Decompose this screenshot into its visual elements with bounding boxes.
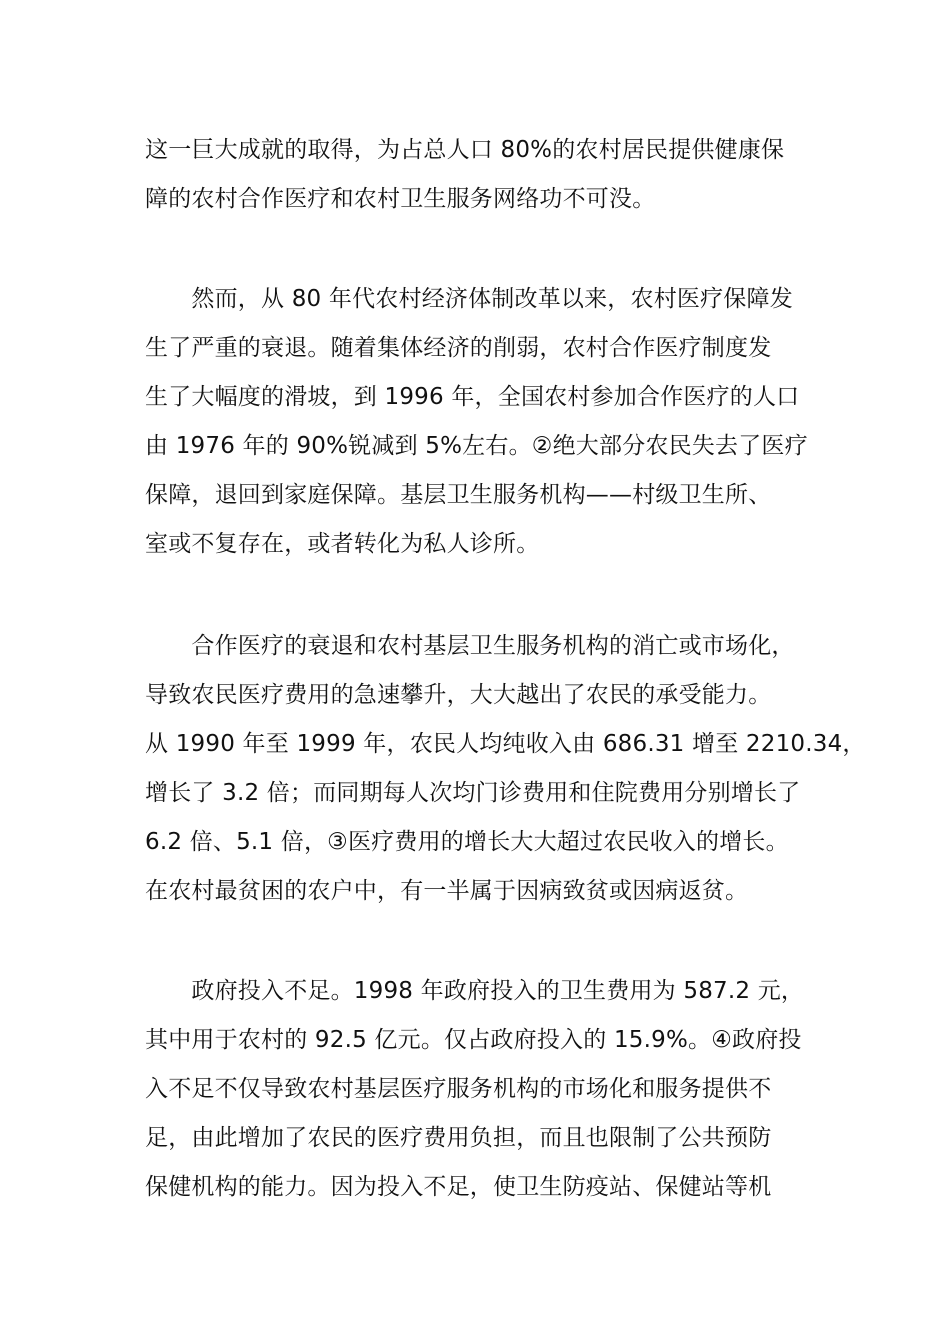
text-line: 室或不复存在，或者转化为私人诊所。 bbox=[145, 531, 540, 557]
text-line: 然而，从 80 年代农村经济体制改革以来，农村医疗保障发 bbox=[145, 286, 793, 312]
text-line: 这一巨大成就的取得，为占总人口 80%的农村居民提供健康保 bbox=[145, 137, 785, 163]
text-line: 保障，退回到家庭保障。基层卫生服务机构——村级卫生所、 bbox=[145, 482, 772, 508]
paragraph-costs bbox=[145, 622, 866, 916]
text-line: 政府投入不足。1998 年政府投入的卫生费用为 587.2 元， bbox=[145, 978, 805, 1004]
text-line: 导致农民医疗费用的急速攀升，大大越出了农民的承受能力。 bbox=[145, 682, 772, 708]
text-line: 由 1976 年的 90%锐减到 5%左右。②绝大部分农民失去了医疗 bbox=[145, 433, 808, 459]
text-line: 足，由此增加了农民的医疗费用负担，而且也限制了公共预防 bbox=[145, 1125, 772, 1151]
text-line: 其中用于农村的 92.5 亿元。仅占政府投入的 15.9%。④政府投 bbox=[145, 1027, 802, 1053]
paragraph-achievement bbox=[145, 126, 825, 224]
text-line: 生了严重的衰退。随着集体经济的削弱，农村合作医疗制度发 bbox=[145, 335, 772, 361]
paragraph-decline bbox=[145, 275, 825, 569]
text-line: 障的农村合作医疗和农村卫生服务网络功不可没。 bbox=[145, 186, 656, 212]
text-line: 在农村最贫困的农户中，有一半属于因病致贫或因病返贫。 bbox=[145, 878, 749, 904]
text-line: 6.2 倍、5.1 倍，③医疗费用的增长大大超过农民收入的增长。 bbox=[145, 829, 789, 855]
text-line: 保健机构的能力。因为投入不足，使卫生防疫站、保健站等机 bbox=[145, 1174, 772, 1200]
text-line: 增长了 3.2 倍；而同期每人次均门诊费用和住院费用分别增长了 bbox=[145, 780, 801, 806]
text-line: 从 1990 年至 1999 年，农民人均纯收入由 686.31 增至 2210.34， bbox=[145, 731, 866, 757]
text-line: 合作医疗的衰退和农村基层卫生服务机构的消亡或市场化， bbox=[145, 633, 795, 659]
text-line: 生了大幅度的滑坡，到 1996 年，全国农村参加合作医疗的人口 bbox=[145, 384, 800, 410]
paragraph-government-funding bbox=[145, 967, 825, 1212]
text-line: 入不足不仅导致农村基层医疗服务机构的市场化和服务提供不 bbox=[145, 1076, 772, 1102]
